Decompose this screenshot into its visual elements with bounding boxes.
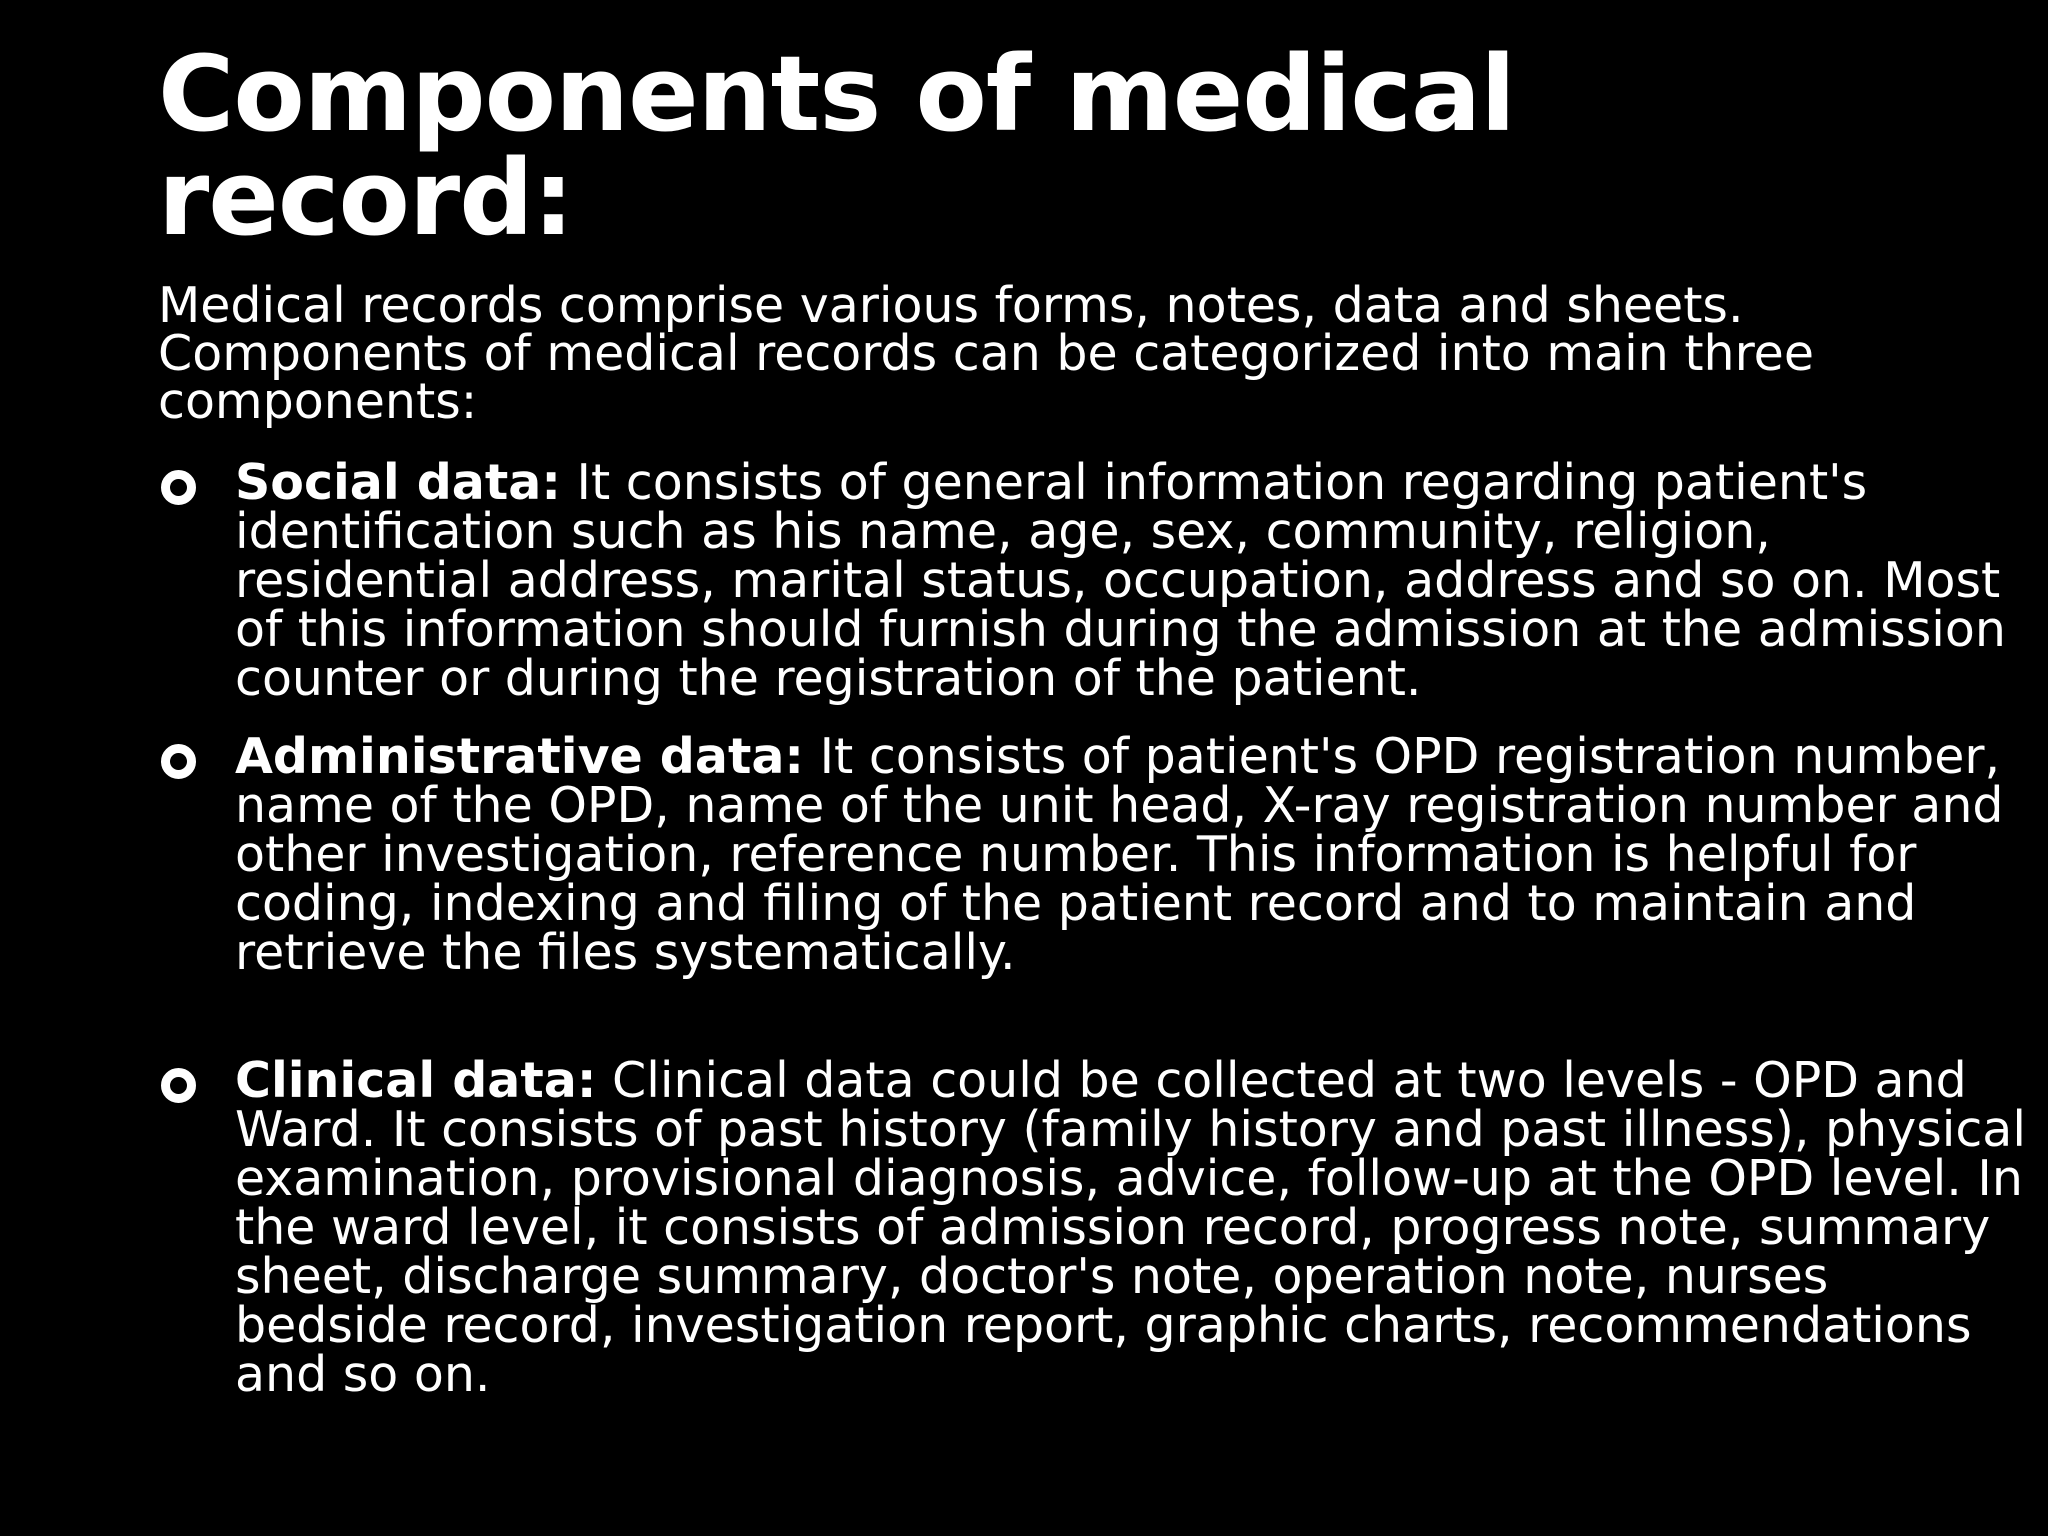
bullet-text xyxy=(235,454,2035,707)
bullet-term: Administrative data: xyxy=(235,728,805,785)
bullet-term: Clinical data: xyxy=(235,1052,597,1109)
intro-paragraph: Medical records comprise various forms, notes, data and sheets. Components of medical records can be categorized into main three components: xyxy=(158,277,1814,430)
bullet-term: Social data: xyxy=(235,454,561,511)
bullet-text xyxy=(235,728,2035,981)
bullet-description: It consists of patient's OPD registration number, name of the OPD, name of the unit head, X-ray registration number and other investigation, reference number. This information is helpful for coding, indexing and filing of the patient record and to maintain and retrieve the files systematically. xyxy=(235,728,2004,981)
ring-bullet-icon xyxy=(161,744,196,779)
ring-bullet-icon xyxy=(161,470,196,505)
bullet-text xyxy=(235,1052,2035,1403)
bullet-description: It consists of general information regarding patient's identification such as his name, age, sex, community, religion, residential address, marital status, occupation, address and so on. Most of this information should furnish during the admission at the admission counter or during the registration of the patient. xyxy=(235,454,2006,707)
slide-title: Components of medical record: xyxy=(158,33,1515,259)
bullet-description: Clinical data could be collected at two levels - OPD and Ward. It consists of past history (family history and past illness), physical examination, provisional diagnosis, advice, follow-up at the OPD level. In the ward level, it consists of admission record, progress note, summary sheet, discharge summary, doctor's note, operation note, nurses bedside record, investigation report, graphic charts, recommendations and so on. xyxy=(235,1052,2026,1403)
ring-bullet-icon xyxy=(161,1068,196,1103)
